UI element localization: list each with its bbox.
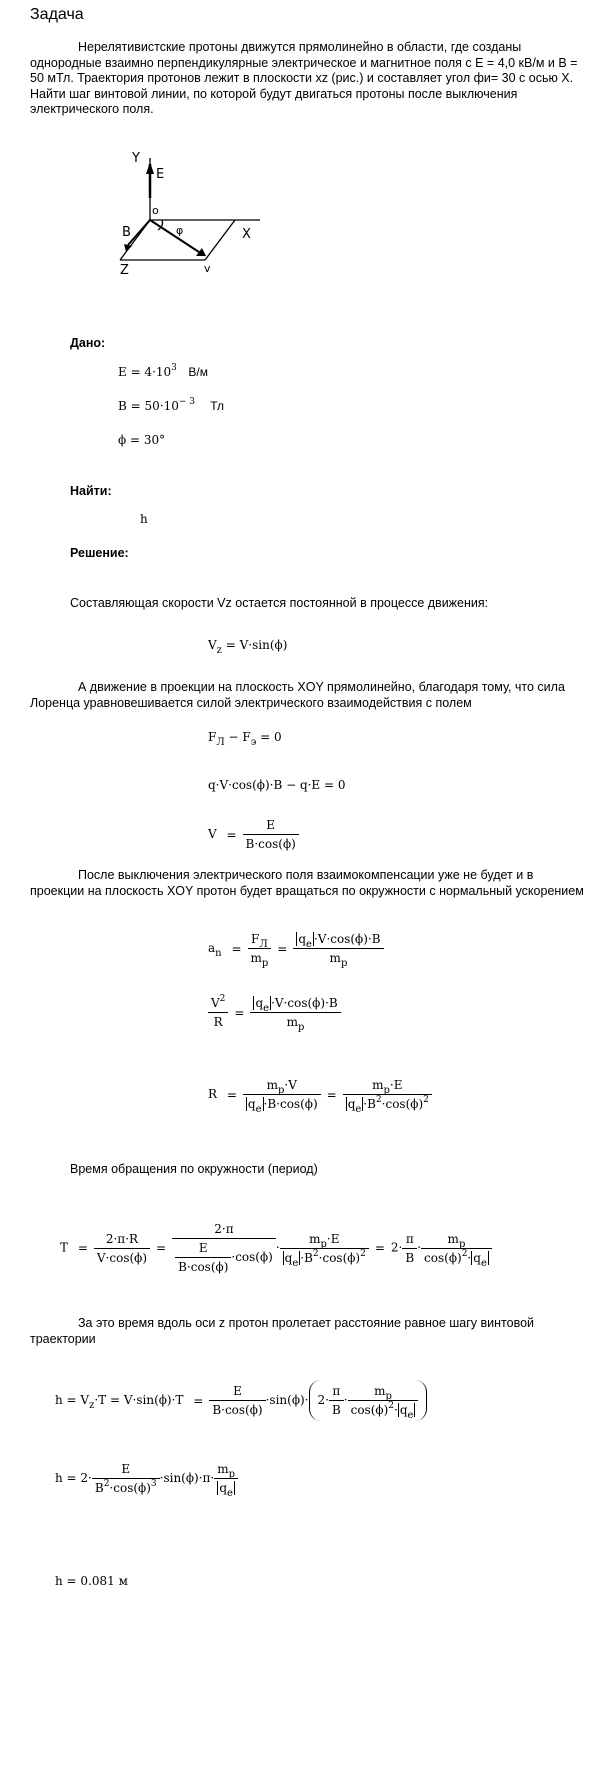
solution-text-2: А движение в проекции на плоскость XOY прямолинейно, благодаря тому, что сила Лоренца уравновешивается силой электрического взаимодействия с полем	[30, 680, 565, 710]
e-vector-label: E	[156, 167, 165, 182]
solution-text-5: За это время вдоль оси z протон пролетает расстояние равное шагу винтовой траектории	[30, 1316, 535, 1346]
coordinate-figure	[110, 150, 280, 290]
given-phi: ϕ = 30°	[118, 433, 166, 447]
given-b-unit: Тл	[210, 399, 225, 413]
find-header: Найти:	[70, 484, 112, 498]
find-value: h	[140, 512, 148, 526]
formula-vz: $V_z = V\cdot\sin(\phi)$	[208, 638, 288, 656]
solution-text-3: После выключения электрического поля взаимокомпенсации уже не будет и в проекции на плоскость XOY протон будет вращаться по окружности с нормальный ускорением	[30, 868, 584, 898]
y-axis-label: Y	[132, 151, 140, 166]
given-e: $E = 4\cdot 10^3$ В/м	[118, 363, 208, 379]
given-e-unit: В/м	[188, 365, 208, 379]
formula-an: $a_n$ = $\frac{F_Л}{m_p}$ = $\frac{q_e \cdot V\cdot\cos(\phi)\cdot B}{m_p}$	[208, 932, 384, 965]
solution-header: Решение:	[70, 546, 129, 560]
formula-v2-over-r: $\frac{V^2}{R}$ = $\frac{q_e \cdot V\cdot\cos(\phi)\cdot B}{m_p}$	[208, 996, 341, 1029]
page-title: Задача	[30, 6, 84, 23]
given-b: $B = 50\cdot 10^{- 3}$ Тл	[118, 397, 225, 413]
solution-text-1: Составляющая скорости Vz остается постоянной в процессе движения:	[70, 596, 489, 610]
formula-radius: R = $\frac{m_p\cdot V}{q_e \cdot B\cdot\cos(\phi)}$ = $\frac{m_p\cdot E}{q_e \cdot B^2\cdot\cos(\phi)^2}$	[208, 1078, 432, 1111]
formula-period: T = $\frac{2\cdot\pi\cdot R}{V\cdot\cos(\phi)}$ = 2·π $\frac{E}{B\cdot\cos(\phi)}$ ·cos(ϕ) · $\frac{m_p\cdot E}{q_e \cdot B^2\cdot\cos(\phi)^2}$ = 2· $\frac{\pi}{B}$ · $\frac{m_p}{\cos(\phi)^2\cdot q_e}$	[60, 1222, 492, 1274]
solution-text-4: Время обращения по окружности (период)	[70, 1162, 318, 1176]
answer: h = 0.081 м	[55, 1574, 128, 1588]
x-axis-label: X	[242, 227, 251, 242]
v-vector-label: v	[204, 262, 211, 275]
z-axis-label: Z	[120, 263, 129, 278]
formula-v: V = $\frac{E}{B\cdot\cos(\phi)}$	[208, 818, 299, 851]
problem-statement: Нерелятивистские протоны движутся прямолинейно в области, где созданы однородные взаимно перпендикулярные электрическое и магнитное поля с E = 4,0 кВ/м и B = 50 мТл. Траектория протонов лежит в плоскости xz (рис.) и составляет угол фи= 30 с осью X. Найти шаг винтовой линии, по которой будут двигаться протоны после выключения электрического поля.	[30, 40, 578, 116]
formula-step-h: $h = V_z\cdot T = V\cdot\sin(\phi)\cdot T$ = $\frac{E}{B\cdot\cos(\phi)}$ ·sin(ϕ)· 2· $\frac{\pi}{B}$ · $\frac{m_p}{\cos(\phi)^2\cdot q_e}$	[55, 1380, 427, 1421]
phi-label: φ	[176, 224, 184, 237]
given-header: Дано:	[70, 336, 106, 350]
b-vector-label: B	[122, 225, 131, 240]
formula-final-h: h = 2· $\frac{E}{B^2\cdot\cos(\phi)^3}$ ·sin(ϕ)·π· $\frac{m_p}{q_e}$	[55, 1462, 238, 1495]
formula-lorentz: q·V·cos(ϕ)·B − q·E = 0	[208, 778, 346, 792]
formula-force-balance: $F_Л - F_э = 0$	[208, 730, 282, 748]
origin-label: o	[152, 204, 159, 217]
